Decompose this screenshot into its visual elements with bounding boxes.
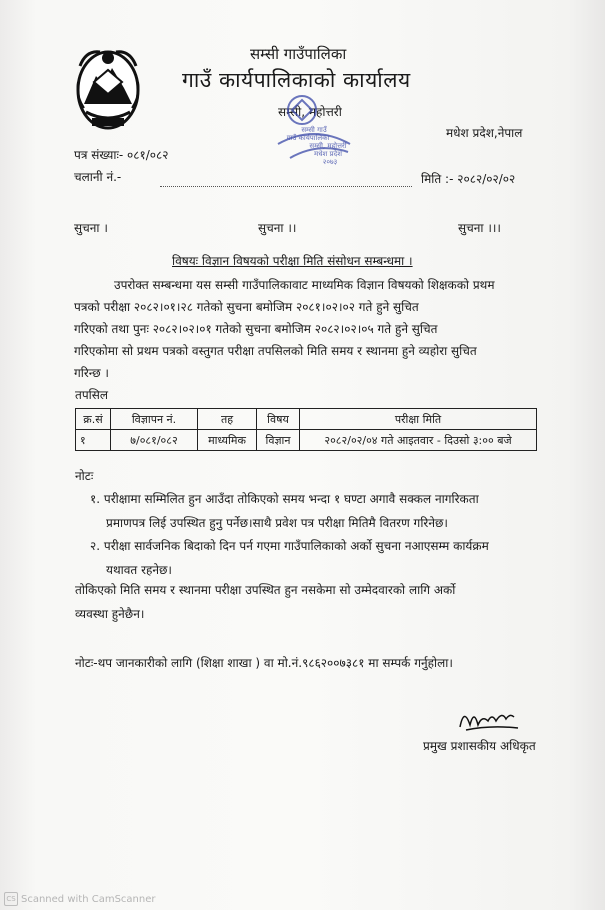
table-header: विषय [257, 409, 300, 430]
dispatch-number: चलानी नं.- [74, 170, 122, 184]
note-item [90, 487, 479, 535]
municipality-name: सम्सी गाउँपालिका [250, 45, 347, 63]
closing-line: तोकिएको मिति समय र स्थानमा परीक्षा उपस्थित हुन नसकेमा सो उम्मेदवारको लागि अर्को [75, 583, 456, 597]
exam-schedule-table [75, 408, 537, 451]
body-line: पत्रको परीक्षा २०८२।०१।२८ गतेको सुचना बमोजिम २०८१।०२।०२ गते हुने सुचित [74, 300, 419, 314]
stamp-line-3: सम्सी, महोत्तरी [309, 142, 347, 150]
notice-heading-2: सुचना ।। [258, 221, 297, 235]
table-header: तह [198, 409, 257, 430]
reference-number: पत्र संख्याः- ०८१/०८२ [74, 148, 169, 162]
province-label: मधेश प्रदेश,नेपाल [446, 126, 523, 140]
official-stamp [270, 88, 358, 170]
contact-note: नोटः-थप जानकारीको लागि (शिक्षा शाखा ) वा मो.नं.९८६२००७३८१ मा सम्पर्क गर्नुहोला। [75, 656, 453, 670]
table-header: परीक्षा मिति [300, 409, 537, 430]
table-cell: माध्यमिक [198, 430, 257, 451]
table-header: विज्ञापन नं. [111, 409, 198, 430]
note-number: २. [90, 539, 101, 553]
body-line: गरिएकोमा सो प्रथम पत्रको वस्तुगत परीक्षा तपसिलको मिति समय र स्थानमा हुने व्यहोरा सुचित [74, 344, 477, 358]
body-line: गरिन्छ । [74, 366, 109, 380]
stamp-line-2: गाउँ कार्यपालिका [286, 134, 330, 142]
camscanner-watermark [4, 892, 156, 906]
office-location: सम्सी, महोत्तरी [278, 105, 342, 119]
camscanner-icon: CS [4, 892, 18, 906]
body-paragraph [74, 274, 556, 384]
stamp-line-5: २०७३ [322, 158, 338, 166]
table-cell: विज्ञान [257, 430, 300, 451]
note-line: परीक्षामा सम्मिलित हुन आउँदा तोकिएको समय भन्दा १ घण्टा अगावै सक्कल नागरिकता [103, 492, 479, 506]
closing-line: व्यवस्था हुनेछैन। [75, 607, 145, 621]
office-title: गाउँ कार्यपालिकाको कार्यालय [182, 68, 411, 92]
note-line: यथावत रहनेछ। [106, 563, 172, 577]
officer-title: प्रमुख प्रशासकीय अधिकृत [423, 739, 536, 753]
table-header: क्र.सं [76, 409, 111, 430]
subject-line: विषयः विज्ञान विषयको परीक्षा मिति संसोधन सम्बन्धमा । [172, 254, 413, 268]
table-cell: २०८२/०२/०४ गते आइतवार - दिउसो ३:०० बजे [300, 430, 537, 451]
notes-title: नोटः [75, 469, 94, 483]
table-cell: ७/०८१/०८२ [111, 430, 198, 451]
note-item [90, 534, 489, 582]
stamp-line-1: सम्सी गाउँ [301, 126, 327, 134]
note-line: परीक्षा सार्वजनिक बिदाको दिन पर्न गएमा गाउँपालिकाको अर्को सुचना नआएसम्म कार्यक्रम [103, 539, 489, 553]
note-number: १. [90, 492, 101, 506]
stamp-line-4: मधेश प्रदेश [314, 150, 342, 158]
dotted-rule [160, 186, 412, 187]
nepal-emblem-logo [72, 42, 144, 134]
table-cell: १ [76, 430, 111, 451]
closing-paragraph [75, 578, 557, 626]
body-line: गरिएको तथा पुनः २०८२।०२।०१ गतेको सुचना बमोजिम २०८२।०२।०५ गते हुने सुचित [74, 322, 438, 336]
annex-label: तपसिल [75, 388, 109, 402]
notice-heading-1: सुचना । [74, 221, 108, 235]
signature [456, 703, 522, 733]
note-line: प्रमाणपत्र लिई उपस्थित हुनु पर्नेछ।साथै प्रवेश पत्र परीक्षा मितिमै वितरण गरिनेछ। [106, 516, 448, 530]
table-header-row [76, 409, 537, 430]
table-row [76, 430, 537, 451]
notice-heading-3: सुचना ।।। [458, 221, 501, 235]
watermark-text: Scanned with CamScanner [21, 894, 156, 905]
document-date: मिति :- २०८२/०२/०२ [421, 172, 516, 186]
body-line: उपरोक्त सम्बन्धमा यस सम्सी गाउँपालिकावाट माध्यमिक विज्ञान विषयको शिक्षकको प्रथम [114, 278, 495, 292]
